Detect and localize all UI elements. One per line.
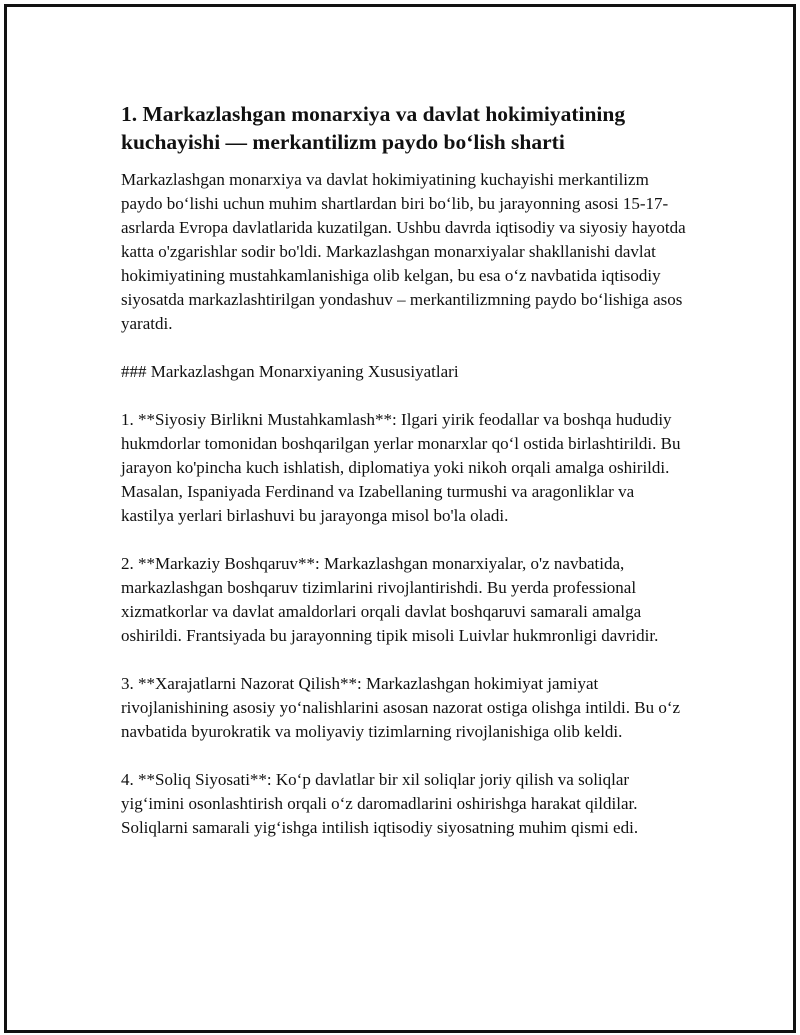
list-item-expense-control: 3. **Xarajatlarni Nazorat Qilish**: Markazlashgan hokimiyat jamiyat rivojlanishining asosiy yo‘nalishlarini asosan nazorat ostiga olishga intildi. Bu o‘z navbatida byurokratik va moliyaviy tizimlarning rivojlanishiga olib keldi. [121, 674, 681, 741]
list-item-tax-policy: 4. **Soliq Siyosati**: Ko‘p davlatlar bir xil soliqlar joriy qilish va soliqlar yig‘imini osonlashtirish orqali o‘z daromadlarini oshirishga harakat qildilar. Soliqlarni samarali yig‘ishga intilish iqtisodiy siyosatning muhim qismi edi. [121, 770, 639, 837]
intro-paragraph: Markazlashgan monarxiya va davlat hokimiyatining kuchayishi merkantilizm paydo bo‘lishi uchun muhim shartlardan biri bo‘lib, bu jarayonning asosi 15-17-asrlarda Evropa davlatlarida kuzatilgan. Ushbu davrda iqtisodiy va siyosiy hayotda katta o'zgarishlar sodir bo'ldi. Markazlashgan monarxiyalar shakllanishi davlat hokimiyatining mustahkamlanishiga olib kelgan, bu esa o‘z navbatida iqtisodiy siyosatda markazlashtirilgan yondashuv – merkantilizmning paydo bo‘lishiga asos yaratdi. [121, 170, 686, 333]
section-heading: ### Markazlashgan Monarxiyaning Xususiyatlari [121, 362, 459, 381]
document-body [121, 100, 691, 864]
page-frame [4, 4, 796, 1033]
document-title: 1. Markazlashgan monarxiya va davlat hokimiyatining kuchayishi — merkantilizm paydo bo‘lish sharti [121, 102, 626, 154]
list-item-central-administration: 2. **Markaziy Boshqaruv**: Markazlashgan monarxiyalar, o'z navbatida, markazlashgan boshqaruv tizimlarini rivojlantirishdi. Bu yerda professional xizmatkorlar va davlat amaldorlari orqali davlat boshqaruvi samarali amalga oshirildi. Frantsiyada bu jarayonning tipik misoli Luivlar hukmronligi davridir. [121, 554, 659, 645]
list-item-political-unity: 1. **Siyosiy Birlikni Mustahkamlash**: Ilgari yirik feodallar va boshqa hududiy hukmdorlar tomonidan boshqarilgan yerlar monarxlar qo‘l ostida birlashtirildi. Bu jarayon ko'pincha kuch ishlatish, diplomatiya yoki nikoh orqali amalga oshirildi. Masalan, Ispaniyada Ferdinand va Izabellaning turmushi va aragonliklar va kastilya yerlari birlashuvi bu jarayonga misol bo'la oladi. [121, 410, 681, 525]
